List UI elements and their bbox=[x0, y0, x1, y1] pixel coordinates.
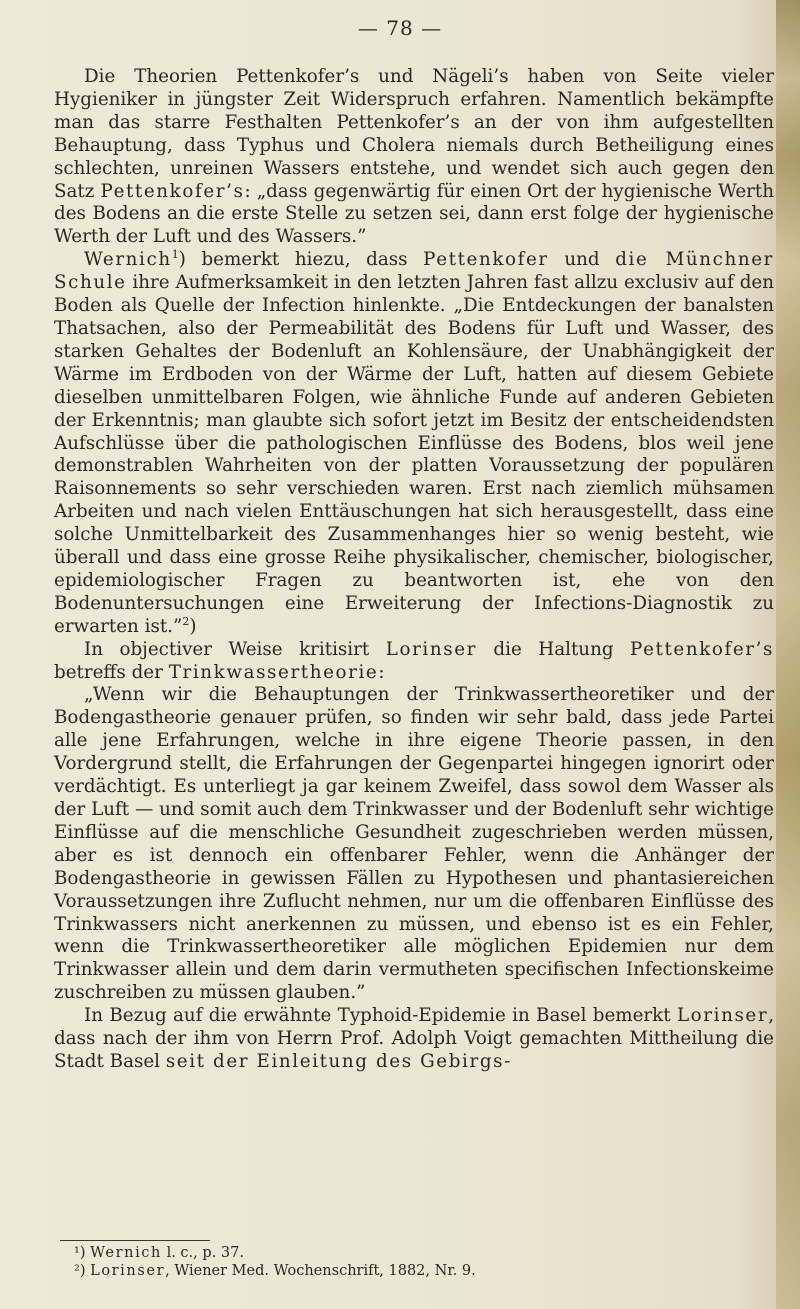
footnotes bbox=[74, 1244, 764, 1280]
paragraph-4: „Wenn wir die Behauptungen der Trinkwassertheoretiker und der Bodengastheorie genauer prüfen, so finden wir sehr bald, dass jede Partei alle jene Erfahrungen, welche in ihre eigene Theorie passen, in den Vordergrund stellt, die Erfahrungen der Gegenpartei hingegen ignorirt oder verdächtigt. Es unterliegt ja gar keinem Zweifel, dass sowol dem Wasser als der Luft — und somit auch dem Trinkwasser und der Bodenluft sehr wichtige Einflüsse auf die menschliche Gesundheit zugeschrieben werden müssen, aber es ist dennoch ein offenbarer Fehler, wenn die Anhänger der Bodengastheorie in gewissen Fällen zu Hypothesen und phantasiereichen Voraussetzungen ihre Zuflucht nehmen, nur um die offenbaren Einflüsse des Trinkwassers nicht anerkennen zu müssen, und ebenso ist es ein Fehler, wenn die Trinkwassertheoretiker alle möglichen Epidemien nur dem Trinkwasser allein und dem darin vermutheten specifischen Infectionskeime zuschreiben zu müssen glauben.” bbox=[54, 684, 774, 1004]
spaced-name: Pettenkofer bbox=[423, 249, 549, 271]
spaced-name: Lorinser bbox=[676, 1005, 769, 1027]
footnote-divider bbox=[60, 1240, 210, 1241]
spaced-name: Pettenkofer’s bbox=[630, 638, 775, 660]
spaced-term: Trinkwassertheorie bbox=[168, 661, 379, 683]
body-text bbox=[54, 66, 774, 1074]
spaced-name: Wernich bbox=[84, 249, 172, 271]
footnote-1: ¹) Wernich l. c., p. 37. bbox=[74, 1245, 244, 1261]
paragraph-5: In Bezug auf die erwähnte Typhoid-Epidemie in Basel bemerkt Lorinser, dass nach der ihm von Herrn Prof. Adolph Voigt gemachten Mittheilung die Stadt Basel seit der Einleitung des Gebirgs- bbox=[54, 1005, 774, 1072]
footnote-ref-1: 1 bbox=[171, 248, 179, 262]
footnote-ref-2: 2 bbox=[182, 614, 190, 628]
spaced-name: die Münchner Schule bbox=[54, 249, 774, 294]
page-number: — 78 — bbox=[357, 16, 443, 40]
footnote-author: Wernich bbox=[90, 1245, 162, 1261]
footnote-2: ²) Lorinser, Wiener Med. Wochenschrift, 1882, Nr. 9. bbox=[74, 1263, 476, 1279]
footnote-author: Lorinser bbox=[90, 1263, 166, 1279]
spaced-name: Lorinser bbox=[385, 638, 477, 660]
paragraph-1: Die Theorien Pettenkofer’s und Nägeli’s haben von Seite vieler Hygieniker in jüngster Zeit Widerspruch erfahren. Namentlich bekämpfte man das starre Festhalten Pettenkofer’s an der von ihm aufgestellten Behauptung, dass Typhus und Cholera niemals durch Betheiligung eines schlechten, unreinen Wassers entstehe, und wendet sich auch gegen den Satz Pettenkofer’s: „dass gegenwärtig für einen Ort der hygienische Werth des Bodens an die erste Stelle zu setzen sei, dann erst folge der hygienische Werth der Luft und des Wassers.” bbox=[54, 66, 774, 248]
paragraph-2: Wernich$^1$) bemerkt hiezu, dass Pettenkofer und die Münchner Schule ihre Aufmerksamkeit in den letzten Jahren fast allzu exclusiv auf den Boden als Quelle der Infection hinlenkte. „Die Entdeckungen der banalsten Thatsachen, also der Permeabilität des Bodens für Luft und Wasser, des starken Gehaltes der Bodenluft an Kohlensäure, der Unabhängigkeit der Wärme im Erdboden von der Wärme der Luft, hatten auf diesem Gebiete dieselben unmittelbaren Folgen, wie ähnliche Funde auf anderen Gebieten der Erkenntnis; man glaubte sich sofort jetzt im Besitz der entscheidendsten Aufschlüsse über die pathologischen Einflüsse des Bodens, blos weil jene demonstrablen Wahrheiten von der platten Voraussetzung der populären Raisonnements so sehr verschieden waren. Erst nach ziemlich mühsamen Arbeiten und nach vielen Enttäuschungen hat sich herausgestellt, dass eine solche Unmittelbarkeit des Zusammenhanges hier so wenig besteht, wie überall und dass eine grosse Reihe physikalischer, chemischer, biologischer, epidemiologischer Fragen zu beantworten ist, ehe von den Bodenuntersuchungen eine Erweiterung der Infections-Diagnostik zu erwarten ist.”$^2$) bbox=[54, 248, 774, 637]
spaced-phrase: seit der Einleitung des Gebirgs- bbox=[165, 1050, 512, 1072]
paragraph-3: In objectiver Weise kritisirt Lorinser die Haltung Pettenkofer’s betreffs der Trinkwassertheorie: bbox=[54, 638, 775, 683]
page-edge-shadow bbox=[776, 0, 800, 1309]
spaced-name: Pettenkofer’s bbox=[100, 180, 245, 202]
